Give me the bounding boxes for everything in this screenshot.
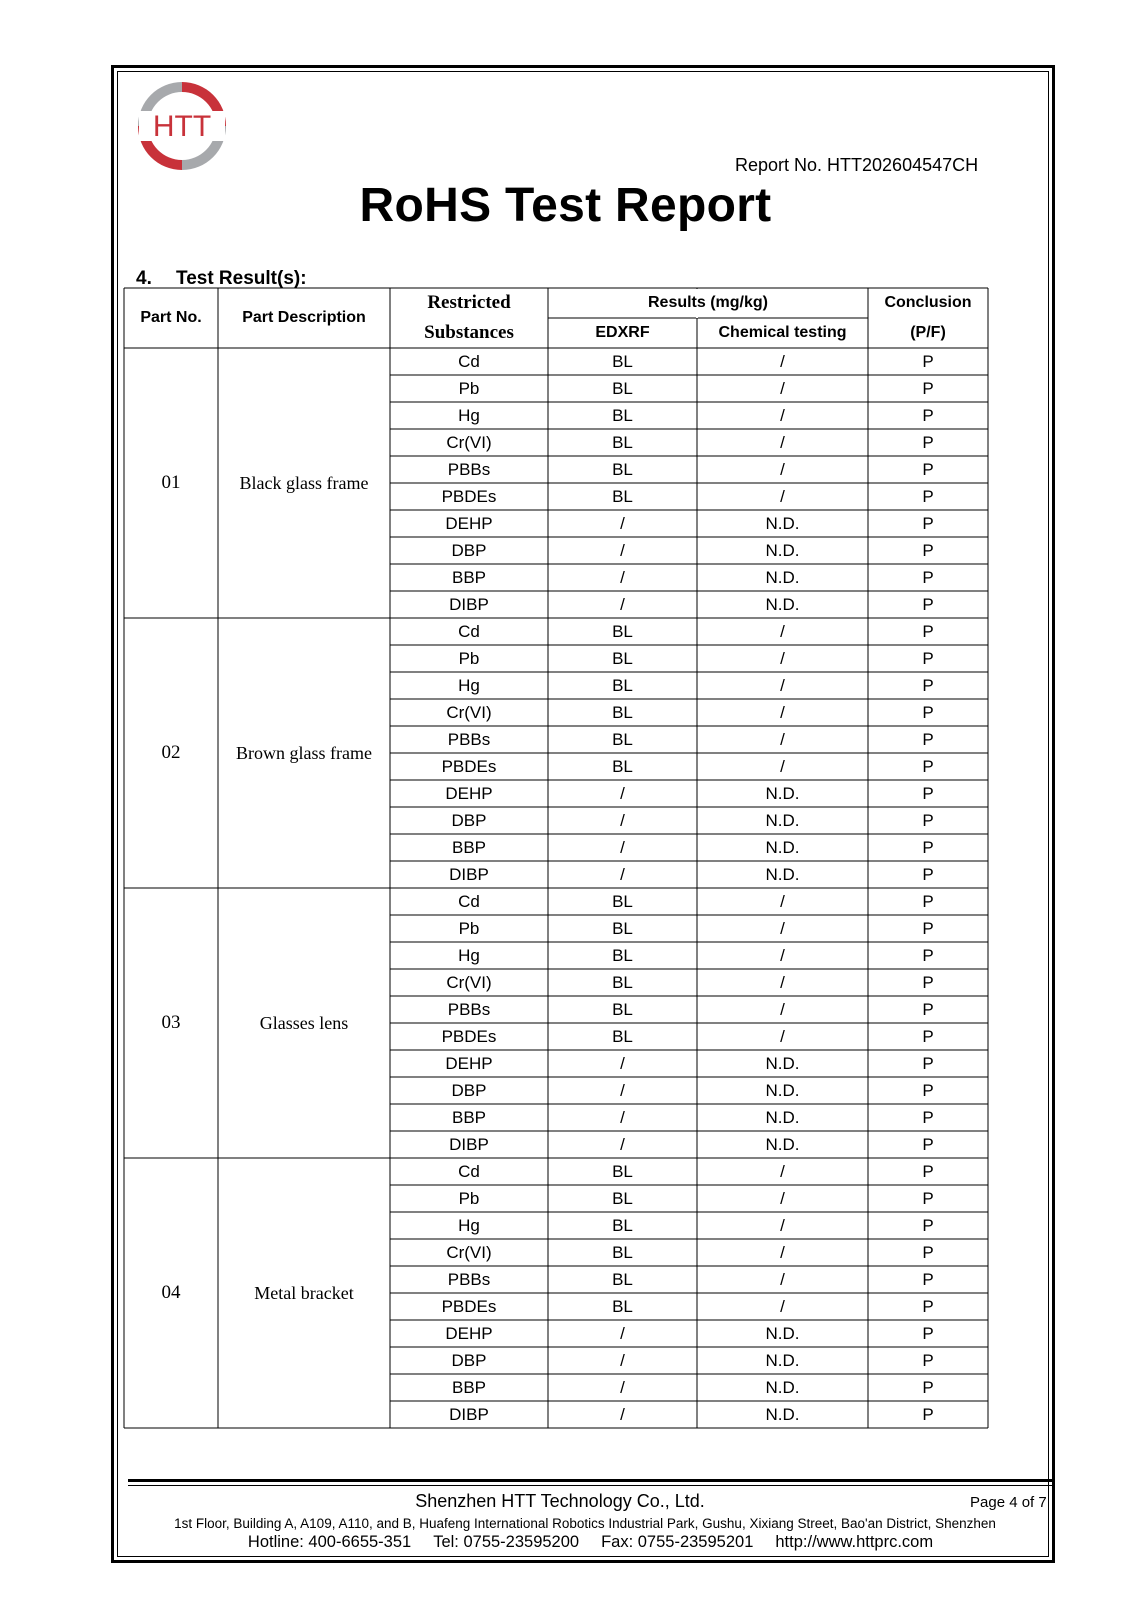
edxrf-result-cell: /	[620, 1350, 625, 1370]
chemical-result-cell: /	[780, 378, 785, 398]
substance-cell: DIBP	[449, 1404, 489, 1424]
header-conclusion-line1: Conclusion	[884, 294, 972, 311]
edxrf-result-cell: BL	[612, 378, 633, 398]
chemical-result-cell: N.D.	[765, 783, 800, 803]
edxrf-result-cell: /	[620, 594, 625, 614]
conclusion-cell: P	[922, 378, 934, 398]
substance-cell: PBDEs	[441, 756, 497, 776]
conclusion-cell: P	[922, 1080, 934, 1100]
substance-cell: DIBP	[449, 594, 489, 614]
edxrf-result-cell: BL	[612, 972, 633, 992]
conclusion-cell: P	[922, 837, 934, 857]
edxrf-result-cell: BL	[612, 648, 633, 668]
substance-cell: Cr(VI)	[446, 702, 492, 722]
chemical-result-cell: N.D.	[765, 540, 800, 560]
header-part-no: Part No.	[140, 309, 202, 326]
substance-cell: Cd	[458, 1161, 480, 1181]
chemical-result-cell: /	[780, 945, 785, 965]
edxrf-result-cell: BL	[612, 1215, 633, 1235]
conclusion-cell: P	[922, 1296, 934, 1316]
chemical-result-cell: N.D.	[765, 1134, 800, 1154]
substance-cell: PBBs	[447, 459, 491, 479]
chemical-result-cell: N.D.	[765, 1080, 800, 1100]
substance-cell: PBDEs	[441, 1296, 497, 1316]
conclusion-cell: P	[922, 756, 934, 776]
chemical-result-cell: /	[780, 972, 785, 992]
substance-cell: DEHP	[445, 513, 493, 533]
footer-page-number: Page 4 of 7	[970, 1494, 1047, 1511]
conclusion-cell: P	[922, 1323, 934, 1343]
substance-cell: DEHP	[445, 1323, 493, 1343]
substance-cell: Hg	[458, 405, 480, 425]
edxrf-result-cell: /	[620, 1053, 625, 1073]
header-restricted-line1: Restricted	[427, 292, 511, 313]
substance-cell: Cr(VI)	[446, 1242, 492, 1262]
edxrf-result-cell: /	[620, 783, 625, 803]
conclusion-cell: P	[922, 945, 934, 965]
edxrf-result-cell: BL	[612, 1296, 633, 1316]
substance-cell: Pb	[458, 918, 480, 938]
edxrf-result-cell: BL	[612, 891, 633, 911]
conclusion-cell: P	[922, 1269, 934, 1289]
chemical-result-cell: /	[780, 729, 785, 749]
edxrf-result-cell: BL	[612, 675, 633, 695]
edxrf-result-cell: /	[620, 1107, 625, 1127]
edxrf-result-cell: BL	[612, 1026, 633, 1046]
part-description: Brown glass frame	[236, 742, 372, 763]
edxrf-result-cell: /	[620, 810, 625, 830]
edxrf-result-cell: BL	[612, 1242, 633, 1262]
edxrf-result-cell: BL	[612, 729, 633, 749]
conclusion-cell: P	[922, 810, 934, 830]
conclusion-cell: P	[922, 1350, 934, 1370]
conclusion-cell: P	[922, 1107, 934, 1127]
chemical-result-cell: N.D.	[765, 864, 800, 884]
edxrf-result-cell: BL	[612, 1188, 633, 1208]
part-number: 01	[161, 472, 181, 493]
edxrf-result-cell: BL	[612, 702, 633, 722]
report-number: Report No. HTT202604547CH	[735, 155, 979, 175]
part-number: 02	[161, 742, 181, 763]
edxrf-result-cell: BL	[612, 1269, 633, 1289]
substance-cell: Hg	[458, 1215, 480, 1235]
footer-tel: Tel: 0755-23595200	[433, 1533, 580, 1551]
conclusion-cell: P	[922, 648, 934, 668]
edxrf-result-cell: /	[620, 513, 625, 533]
footer-hotline: Hotline: 400-6655-351	[247, 1533, 412, 1551]
chemical-result-cell: N.D.	[765, 594, 800, 614]
footer-website[interactable]: http://www.httprc.com	[775, 1533, 934, 1551]
conclusion-cell: P	[922, 459, 934, 479]
chemical-result-cell: /	[780, 1242, 785, 1262]
edxrf-result-cell: BL	[612, 351, 633, 371]
substance-cell: PBDEs	[441, 1026, 497, 1046]
edxrf-result-cell: BL	[612, 756, 633, 776]
edxrf-result-cell: /	[620, 1404, 625, 1424]
conclusion-cell: P	[922, 1377, 934, 1397]
edxrf-result-cell: BL	[612, 432, 633, 452]
substance-cell: DBP	[451, 1080, 487, 1100]
header-conclusion-line2: (P/F)	[910, 324, 946, 341]
conclusion-cell: P	[922, 1188, 934, 1208]
conclusion-cell: P	[922, 351, 934, 371]
edxrf-result-cell: /	[620, 1377, 625, 1397]
footer-contact	[0, 1533, 1131, 1552]
chemical-result-cell: /	[780, 1215, 785, 1235]
chemical-result-cell: /	[780, 351, 785, 371]
substance-cell: Pb	[458, 648, 480, 668]
edxrf-result-cell: /	[620, 540, 625, 560]
chemical-result-cell: /	[780, 918, 785, 938]
edxrf-result-cell: /	[620, 567, 625, 587]
footer-fax: Fax: 0755-23595201	[601, 1533, 754, 1551]
footer-company: Shenzhen HTT Technology Co., Ltd.	[415, 1491, 705, 1511]
conclusion-cell: P	[922, 999, 934, 1019]
substance-cell: PBDEs	[441, 486, 497, 506]
part-number: 03	[161, 1012, 181, 1033]
header-part-description: Part Description	[242, 309, 366, 326]
conclusion-cell: P	[922, 513, 934, 533]
conclusion-cell: P	[922, 702, 934, 722]
conclusion-cell: P	[922, 1026, 934, 1046]
conclusion-cell: P	[922, 540, 934, 560]
chemical-result-cell: /	[780, 675, 785, 695]
edxrf-result-cell: /	[620, 864, 625, 884]
section-title: Test Result(s):	[176, 268, 307, 289]
substance-cell: BBP	[451, 1377, 487, 1397]
chemical-result-cell: N.D.	[765, 810, 800, 830]
substance-cell: Cr(VI)	[446, 972, 492, 992]
substance-cell: Pb	[458, 378, 480, 398]
header-results: Results (mg/kg)	[647, 294, 768, 311]
edxrf-result-cell: /	[620, 1134, 625, 1154]
conclusion-cell: P	[922, 1134, 934, 1154]
substance-cell: DBP	[451, 1350, 487, 1370]
substance-cell: DEHP	[445, 783, 493, 803]
part-description: Black glass frame	[239, 472, 369, 493]
substance-cell: DBP	[451, 540, 487, 560]
footer-address: 1st Floor, Building A, A109, A110, and B, Huafeng International Robotics Industrial Park, Gushu, Xixiang Street, Bao'an District, Shenzhen	[174, 1516, 996, 1531]
edxrf-result-cell: BL	[612, 486, 633, 506]
substance-cell: PBBs	[447, 729, 491, 749]
substance-cell: DIBP	[449, 864, 489, 884]
part-description: Glasses lens	[259, 1012, 349, 1033]
conclusion-cell: P	[922, 1242, 934, 1262]
edxrf-result-cell: BL	[612, 918, 633, 938]
edxrf-result-cell: /	[620, 837, 625, 857]
substance-cell: Cd	[458, 351, 480, 371]
footer-rule-thin	[128, 1485, 1055, 1486]
conclusion-cell: P	[922, 783, 934, 803]
header-edxrf: EDXRF	[595, 324, 650, 341]
chemical-result-cell: N.D.	[765, 513, 800, 533]
chemical-result-cell: /	[780, 432, 785, 452]
chemical-result-cell: /	[780, 1269, 785, 1289]
substance-cell: BBP	[451, 1107, 487, 1127]
substance-cell: DIBP	[449, 1134, 489, 1154]
edxrf-result-cell: /	[620, 1080, 625, 1100]
conclusion-cell: P	[922, 864, 934, 884]
part-description: Metal bracket	[254, 1282, 354, 1303]
conclusion-cell: P	[922, 621, 934, 641]
conclusion-cell: P	[922, 675, 934, 695]
section-number: 4.	[136, 268, 152, 289]
substance-cell: Hg	[458, 945, 480, 965]
chemical-result-cell: /	[780, 756, 785, 776]
chemical-result-cell: N.D.	[765, 837, 800, 857]
substance-cell: DBP	[451, 810, 487, 830]
chemical-result-cell: /	[780, 999, 785, 1019]
chemical-result-cell: N.D.	[765, 567, 800, 587]
edxrf-result-cell: BL	[612, 459, 633, 479]
chemical-result-cell: N.D.	[765, 1350, 800, 1370]
chemical-result-cell: /	[780, 405, 785, 425]
chemical-result-cell: /	[780, 486, 785, 506]
substance-cell: DEHP	[445, 1053, 493, 1073]
chemical-result-cell: N.D.	[765, 1404, 800, 1424]
chemical-result-cell: /	[780, 1188, 785, 1208]
chemical-result-cell: /	[780, 621, 785, 641]
footer-rule-thick	[128, 1479, 1055, 1482]
chemical-result-cell: /	[780, 891, 785, 911]
chemical-result-cell: N.D.	[765, 1107, 800, 1127]
chemical-result-cell: /	[780, 1161, 785, 1181]
chemical-result-cell: /	[780, 1296, 785, 1316]
conclusion-cell: P	[922, 1215, 934, 1235]
conclusion-cell: P	[922, 405, 934, 425]
logo-text: HTT	[152, 110, 212, 143]
edxrf-result-cell: /	[620, 1323, 625, 1343]
conclusion-cell: P	[922, 972, 934, 992]
substance-cell: Cd	[458, 891, 480, 911]
conclusion-cell: P	[922, 567, 934, 587]
header-chemical-testing: Chemical testing	[718, 324, 847, 341]
conclusion-cell: P	[922, 594, 934, 614]
substance-cell: Hg	[458, 675, 480, 695]
edxrf-result-cell: BL	[612, 405, 633, 425]
edxrf-result-cell: BL	[612, 999, 633, 1019]
conclusion-cell: P	[922, 432, 934, 452]
chemical-result-cell: /	[780, 459, 785, 479]
conclusion-cell: P	[922, 891, 934, 911]
conclusion-cell: P	[922, 1161, 934, 1181]
part-number: 04	[161, 1282, 181, 1303]
chemical-result-cell: /	[780, 702, 785, 722]
substance-cell: Pb	[458, 1188, 480, 1208]
substance-cell: Cd	[458, 621, 480, 641]
header-restricted-line2: Substances	[424, 322, 514, 343]
edxrf-result-cell: BL	[612, 621, 633, 641]
conclusion-cell: P	[922, 918, 934, 938]
substance-cell: PBBs	[447, 1269, 491, 1289]
chemical-result-cell: N.D.	[765, 1377, 800, 1397]
edxrf-result-cell: BL	[612, 945, 633, 965]
substance-cell: BBP	[451, 567, 487, 587]
chemical-result-cell: /	[780, 1026, 785, 1046]
chemical-result-cell: /	[780, 648, 785, 668]
conclusion-cell: P	[922, 486, 934, 506]
conclusion-cell: P	[922, 1404, 934, 1424]
conclusion-cell: P	[922, 729, 934, 749]
substance-cell: Cr(VI)	[446, 432, 492, 452]
edxrf-result-cell: BL	[612, 1161, 633, 1181]
page-title: RoHS Test Report	[359, 179, 772, 232]
substance-cell: PBBs	[447, 999, 491, 1019]
chemical-result-cell: N.D.	[765, 1053, 800, 1073]
substance-cell: BBP	[451, 837, 487, 857]
conclusion-cell: P	[922, 1053, 934, 1073]
chemical-result-cell: N.D.	[765, 1323, 800, 1343]
